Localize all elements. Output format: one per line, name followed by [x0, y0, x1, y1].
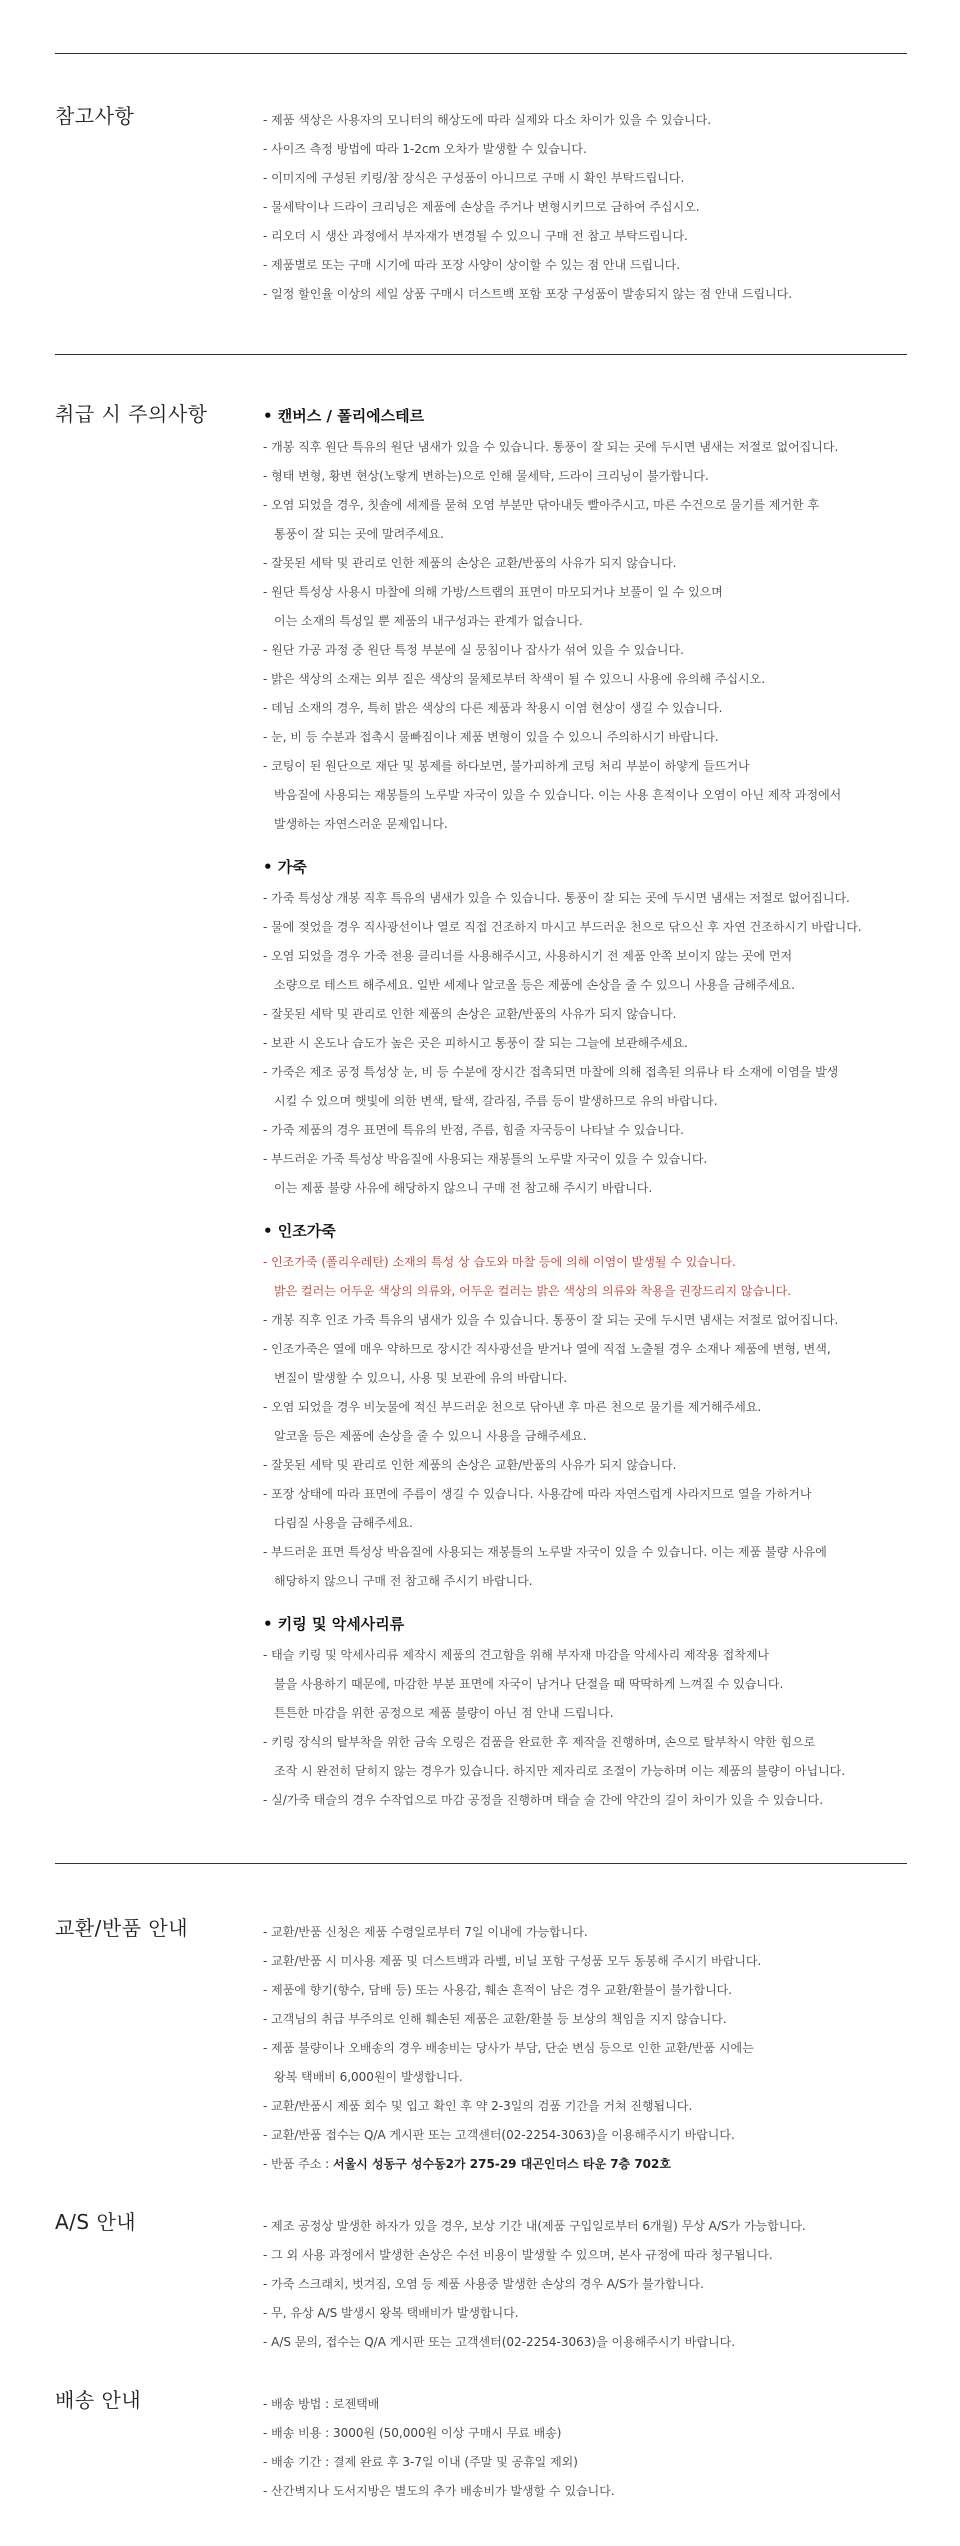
care-body: [263, 402, 907, 1829]
warning-item: 밝은 컬러는 어두운 색상의 의류와, 어두운 컬러는 밝은 색상의 의류와 착용을 권장드리지 않습니다.: [274, 1284, 792, 1298]
list-item: - 가죽 특성상 개봉 직후 특유의 냄새가 있을 수 있습니다. 통풍이 잘 되는 곳에 두시면 냄새는 저절로 없어집니다.: [263, 891, 850, 905]
divider-care: [55, 1863, 907, 1864]
list-item: 조작 시 완전히 닫히지 않는 경우가 있습니다. 하지만 제자리로 조절이 가능하며 이는 제품의 불량이 아닙니다.: [274, 1764, 846, 1778]
list-item: - 그 외 사용 과정에서 발생한 손상은 수선 비용이 발생할 수 있으며, 본사 규정에 따라 청구됩니다.: [263, 2248, 773, 2262]
list-item: - 오염 되었을 경우 비눗물에 적신 부드러운 천으로 닦아낸 후 마른 천으로 물기를 제거해주세요.: [263, 1400, 762, 1414]
notes-body: [263, 106, 907, 309]
as-body: [263, 2212, 907, 2357]
list-item: 이는 소재의 특성일 뿐 제품의 내구성과는 관계가 없습니다.: [274, 614, 583, 628]
list-item: - 부드러운 가죽 특성상 박음질에 사용되는 재봉틀의 노루발 자국이 있을 수 있습니다.: [263, 1152, 708, 1166]
care-canvas-heading: • 캔버스 / 폴리에스테르: [263, 407, 425, 425]
list-item: - 사이즈 측정 방법에 따라 1-2cm 오차가 발생할 수 있습니다.: [263, 142, 587, 156]
divider-top: [55, 53, 907, 54]
list-item: - 제품 불량이나 오배송의 경우 배송비는 당사가 부담, 단순 변심 등으로 인한 교환/반품 시에는: [263, 2041, 754, 2055]
list-item: - 잘못된 세탁 및 관리로 인한 제품의 손상은 교환/반품의 사유가 되지 않습니다.: [263, 556, 677, 570]
list-item: 해당하지 않으니 구매 전 참고해 주시기 바랍니다.: [274, 1574, 533, 1588]
list-item: - 포장 상태에 따라 표면에 주름이 생길 수 있습니다. 사용감에 따라 자연스럽게 사라지므로 열을 가하거나: [263, 1487, 812, 1501]
care-leather-heading: • 가죽: [263, 858, 307, 876]
list-item: - 배송 기간 : 결제 완료 후 3-7일 이내 (주말 및 공휴일 제외): [263, 2455, 578, 2469]
list-item: - 배송 비용 : 3000원 (50,000원 이상 구매시 무료 배송): [263, 2426, 562, 2440]
list-item: 변질이 발생할 수 있으니, 사용 및 보관에 유의 바랍니다.: [274, 1371, 568, 1385]
list-item: - 오염 되었을 경우 가죽 전용 클리너를 사용해주시고, 사용하시기 전 제품 안쪽 보이지 않는 곳에 먼저: [263, 949, 793, 963]
list-item: 튼튼한 마감을 위한 공정으로 제품 불량이 아닌 점 안내 드립니다.: [274, 1706, 614, 1720]
list-item: - 물에 젖었을 경우 직사광선이나 열로 직접 건조하지 마시고 부드러운 천으로 닦으신 후 자연 건조하시기 바랍니다.: [263, 920, 862, 934]
list-item: - 제품별로 또는 구매 시기에 따라 포장 사양이 상이할 수 있는 점 안내 드립니다.: [263, 258, 681, 272]
list-item: - 교환/반품 접수는 Q/A 게시판 또는 고객센터(02-2254-3063)을 이용해주시기 바랍니다.: [263, 2128, 735, 2142]
as-list: [263, 2212, 907, 2357]
exchange-address-item: [263, 2150, 907, 2179]
list-item: - 원단 가공 과정 중 원단 특정 부분에 실 뭉침이나 잡사가 섞여 있을 수 있습니다.: [263, 643, 684, 657]
list-item: - 눈, 비 등 수분과 접촉시 물빠짐이나 제품 변형이 있을 수 있으니 주의하시기 바랍니다.: [263, 730, 719, 744]
list-item: - 교환/반품 신청은 제품 수령일로부터 7일 이내에 가능합니다.: [263, 1925, 588, 1939]
list-item: 알코올 등은 제품에 손상을 줄 수 있으니 사용을 금해주세요.: [274, 1429, 587, 1443]
list-item: - 코팅이 된 원단으로 재단 및 봉제를 하다보면, 불가피하게 코팅 처리 부분이 하얗게 들뜨거나: [263, 759, 750, 773]
list-item: 왕복 택배비 6,000원이 발생합니다.: [274, 2070, 463, 2084]
care-canvas-block: [263, 402, 907, 839]
list-item: - 산간벽지나 도서지방은 별도의 추가 배송비가 발생할 수 있습니다.: [263, 2484, 615, 2498]
exchange-address-list: [263, 2150, 907, 2179]
list-item: - 원단 특성상 사용시 마찰에 의해 가방/스트랩의 표면이 마모되거나 보풀이 일 수 있으며: [263, 585, 723, 599]
care-canvas-list: [263, 433, 907, 839]
list-item: 통풍이 잘 되는 곳에 말려주세요.: [274, 527, 444, 541]
list-item: - 고객님의 취급 부주의로 인해 훼손된 제품은 교환/환불 등 보상의 책임을 지지 않습니다.: [263, 2012, 727, 2026]
list-item: - 물세탁이나 드라이 크리닝은 제품에 손상을 주거나 변형시키므로 금하여 주십시오.: [263, 200, 700, 214]
list-item: - 오염 되었을 경우, 칫솔에 세제를 묻혀 오염 부분만 닦아내듯 빨아주시고, 마른 수건으로 물기를 제거한 후: [263, 498, 820, 512]
list-item: - 개봉 직후 원단 특유의 원단 냄새가 있을 수 있습니다. 통풍이 잘 되는 곳에 두시면 냄새는 저절로 없어집니다.: [263, 440, 839, 454]
care-synthetic-block: [263, 1217, 907, 1596]
shipping-title: 배송 안내: [55, 2388, 142, 2412]
list-item: 불을 사용하기 때문에, 마감한 부분 표면에 자국이 남거나 단절을 때 딱딱하게 느껴질 수 있습니다.: [274, 1677, 784, 1691]
list-item: - 형태 변형, 황변 현상(노랗게 변하는)으로 인해 물세탁, 드라이 크리닝이 불가합니다.: [263, 469, 709, 483]
list-item: - 일정 할인율 이상의 세일 상품 구매시 더스트백 포함 포장 구성품이 발송되지 않는 점 안내 드립니다.: [263, 287, 793, 301]
as-section: [55, 2206, 907, 2366]
list-item: - 가죽 제품의 경우 표면에 특유의 반점, 주름, 힘줄 자국등이 나타날 수 있습니다.: [263, 1123, 684, 1137]
list-item: - 잘못된 세탁 및 관리로 인한 제품의 손상은 교환/반품의 사유가 되지 않습니다.: [263, 1007, 677, 1021]
care-keyring-heading: • 키링 및 악세사리류: [263, 1615, 405, 1633]
list-item: - 밝은 색상의 소재는 외부 짙은 색상의 물체로부터 착색이 될 수 있으니 사용에 유의해 주십시오.: [263, 672, 766, 686]
list-item: - 태슬 키링 및 악세사리류 제작시 제품의 견고함을 위해 부자재 마감을 악세사리 제작용 접착제나: [263, 1648, 770, 1662]
shipping-section: [55, 2384, 907, 2524]
list-item: - 키링 장식의 탈부착을 위한 금속 오링은 검품을 완료한 후 제작을 진행하며, 손으로 탈부착시 약한 힘으로: [263, 1735, 816, 1749]
care-leather-block: [263, 853, 907, 1203]
list-item: - A/S 문의, 접수는 Q/A 게시판 또는 고객센터(02-2254-3063)을 이용해주시기 바랍니다.: [263, 2335, 736, 2349]
list-item: - 잘못된 세탁 및 관리로 인한 제품의 손상은 교환/반품의 사유가 되지 않습니다.: [263, 1458, 677, 1472]
list-item: - 무, 유상 A/S 발생시 왕복 택배비가 발생합니다.: [263, 2306, 519, 2320]
exchange-title: 교환/반품 안내: [55, 1916, 189, 1940]
warning-item: - 인조가죽 (폴리우레탄) 소재의 특성 상 습도와 마찰 등에 의해 이염이 발생될 수 있습니다.: [263, 1255, 736, 1269]
list-item: - 가죽 스크래치, 벗겨짐, 오염 등 제품 사용중 발생한 손상의 경우 A/S가 불가합니다.: [263, 2277, 704, 2291]
list-item: - 교환/반품시 제품 회수 및 입고 확인 후 약 2-3일의 검품 기간을 거쳐 진행됩니다.: [263, 2099, 693, 2113]
care-section: [55, 398, 907, 1838]
as-title: A/S 안내: [55, 2210, 137, 2234]
care-leather-list: [263, 884, 907, 1203]
list-item: - 제조 공정상 발생한 하자가 있을 경우, 보상 기간 내(제품 구입일로부터 6개월) 무상 A/S가 가능합니다.: [263, 2219, 806, 2233]
list-item: - 부드러운 표면 특성상 박음질에 사용되는 재봉틀의 노루발 자국이 있을 수 있습니다. 이는 제품 불량 사유에: [263, 1545, 827, 1559]
list-item: - 인조가죽은 열에 매우 약하므로 장시간 직사광선을 받거나 열에 직접 노출될 경우 소재나 제품에 변형, 변색,: [263, 1342, 831, 1356]
list-item: - 교환/반품 시 미사용 제품 및 더스트백과 라벨, 비닐 포함 구성품 모두 동봉해 주시기 바랍니다.: [263, 1954, 762, 1968]
list-item: - 리오더 시 생산 과정에서 부자재가 변경될 수 있으니 구매 전 참고 부탁드립니다.: [263, 229, 688, 243]
care-keyring-block: [263, 1610, 907, 1815]
exchange-address: 서울시 성동구 성수동2가 275-29 대곤인더스 타운 7층 702호: [333, 2157, 671, 2171]
care-keyring-list: [263, 1641, 907, 1815]
shipping-body: [263, 2390, 907, 2506]
list-item: 소량으로 테스트 해주세요. 일반 세제나 알코올 등은 제품에 손상을 줄 수 있으니 사용을 금해주세요.: [274, 978, 795, 992]
care-synthetic-list: [263, 1248, 907, 1596]
list-item: - 데님 소재의 경우, 특히 밝은 색상의 다른 제품과 착용시 이염 현상이 생길 수 있습니다.: [263, 701, 723, 715]
list-item: 발생하는 자연스러운 문제입니다.: [274, 817, 448, 831]
exchange-list: [263, 1918, 907, 2150]
care-synthetic-heading: • 인조가죽: [263, 1222, 336, 1240]
notes-list: [263, 106, 907, 309]
list-item: 이는 제품 불량 사유에 해당하지 않으니 구매 전 참고해 주시기 바랍니다.: [274, 1181, 653, 1195]
list-item: 다림질 사용을 금해주세요.: [274, 1516, 413, 1530]
notes-title: 참고사항: [55, 104, 135, 128]
divider-notes: [55, 354, 907, 355]
exchange-body: [263, 1918, 907, 2179]
list-item: - 개봉 직후 인조 가죽 특유의 냄새가 있을 수 있습니다. 통풍이 잘 되는 곳에 두시면 냄새는 저절로 없어집니다.: [263, 1313, 839, 1327]
list-item: - 가죽은 제조 공정 특성상 눈, 비 등 수분에 장시간 접촉되면 마찰에 의해 접촉된 의류나 타 소재에 이염을 발생: [263, 1065, 839, 1079]
list-item: 박음질에 사용되는 재봉틀의 노루발 자국이 있을 수 있습니다. 이는 사용 흔적이나 오염이 아닌 제작 과정에서: [274, 788, 842, 802]
list-item: - 이미지에 구성된 키링/참 장식은 구성품이 아니므로 구매 시 확인 부탁드립니다.: [263, 171, 685, 185]
list-item: - 제품 색상은 사용자의 모니터의 해상도에 따라 실제와 다소 차이가 있을 수 있습니다.: [263, 113, 712, 127]
care-title: 취급 시 주의사항: [55, 402, 208, 426]
list-item: - 배송 방법 : 로젠택배: [263, 2397, 380, 2411]
notes-section: [55, 100, 907, 310]
shipping-list: [263, 2390, 907, 2506]
list-item: - 제품에 향기(향수, 담배 등) 또는 사용감, 훼손 흔적이 남은 경우 교환/환불이 불가합니다.: [263, 1983, 733, 1997]
exchange-address-label: - 반품 주소 :: [263, 2157, 333, 2171]
list-item: - 실/가죽 태슬의 경우 수작업으로 마감 공정을 진행하며 태슬 술 간에 약간의 길이 차이가 있을 수 있습니다.: [263, 1793, 824, 1807]
exchange-section: [55, 1912, 907, 2182]
list-item: - 보관 시 온도나 습도가 높은 곳은 피하시고 통풍이 잘 되는 그늘에 보관해주세요.: [263, 1036, 688, 1050]
list-item: 시킬 수 있으며 햇빛에 의한 변색, 탈색, 갈라짐, 주름 등이 발생하므로 유의 바랍니다.: [274, 1094, 718, 1108]
